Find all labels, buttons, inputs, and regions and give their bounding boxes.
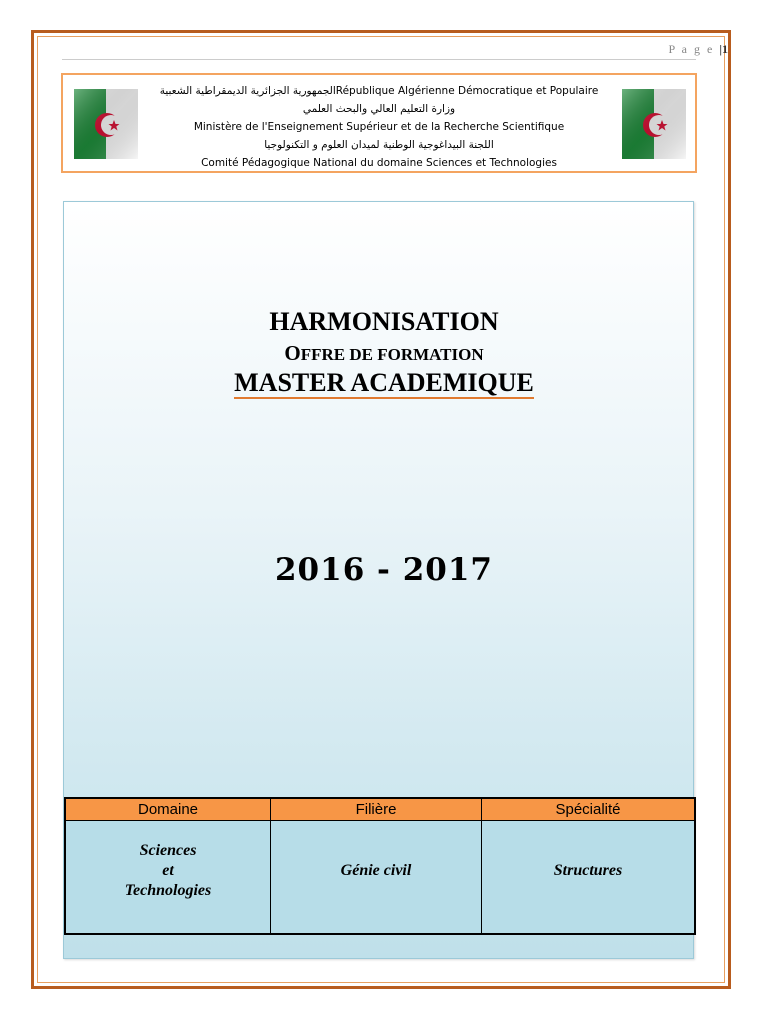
page-separator: |: [719, 42, 722, 56]
header-ministry: Ministère de l'Enseignement Supérieur et de la Recherche Scientifique: [193, 121, 565, 133]
subtitle-rest: FFRE DE FORMATION: [300, 345, 484, 364]
algeria-flag-icon: [74, 89, 138, 159]
page-number-value: 1: [722, 42, 728, 56]
header-arabic-republic: الجمهورية الجزائرية الديمقراطية الشعبية: [159, 85, 336, 97]
table-row: [65, 821, 695, 935]
cell-domaine: [65, 821, 271, 935]
header-committee: Comité Pédagogique National du domaine Sciences et Technologies: [201, 157, 557, 169]
specialty-table: [64, 797, 696, 935]
header-domaine: Domaine: [65, 798, 271, 821]
page-number: [668, 42, 728, 57]
header-specialite: Spécialité: [482, 798, 696, 821]
degree-label: MASTER ACADEMIQUE: [234, 368, 534, 397]
subtitle-initial: O: [284, 341, 301, 365]
cell-filiere: Génie civil: [271, 821, 482, 935]
academic-year: 2016 - 2017: [274, 552, 493, 588]
header-arabic-ministry: وزارة التعليم العالي والبحث العلمي: [302, 103, 456, 115]
institution-header: [61, 73, 697, 173]
table-header-row: [65, 798, 695, 821]
header-rule: [62, 59, 696, 60]
domaine-line: Sciences: [139, 842, 197, 859]
header-french-republic: République Algérienne Démocratique et Populaire: [335, 85, 599, 97]
header-line-republic: [143, 82, 615, 100]
header-filiere: Filière: [271, 798, 482, 821]
cover-subtitle: [0, 341, 768, 366]
domaine-line: Technologies: [124, 882, 212, 899]
cover-title: HARMONISATION: [269, 307, 499, 336]
domaine-line: et: [162, 862, 174, 879]
cell-specialite: Structures: [482, 821, 696, 935]
algeria-flag-icon: [622, 89, 686, 159]
page-label: P a g e: [668, 42, 715, 56]
header-arabic-committee: اللجنة البيداغوجية الوطنية لميدان العلوم و التكنولوجيا: [264, 139, 494, 151]
cover-degree: [0, 368, 768, 398]
